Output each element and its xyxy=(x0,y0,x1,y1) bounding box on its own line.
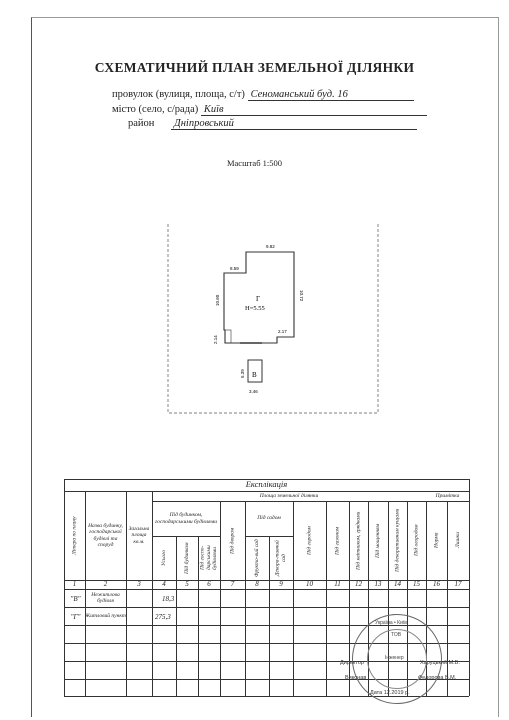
porch-outline xyxy=(225,330,231,343)
col-number: 9 xyxy=(279,580,283,588)
scale-label: Масштаб 1:500 xyxy=(226,158,283,168)
dim-left: 10.60 xyxy=(215,294,220,306)
building-main-letter: Г xyxy=(256,295,261,303)
header-decor-bushes: Під декоративним кущами xyxy=(394,508,401,573)
dim-left-small: 2.14 xyxy=(213,335,218,344)
header-fruit: Фрукто-вий сад xyxy=(253,539,260,577)
col-number: 10 xyxy=(306,580,313,588)
header-outbuildings: Під госпо-дарськими будівлями xyxy=(199,545,219,571)
header-garden-group: Під садом xyxy=(257,515,281,522)
row-name: Житловий пункт xyxy=(85,612,126,619)
col-number: 16 xyxy=(433,580,440,588)
signature-date: Дата 12.2019 р. xyxy=(370,690,410,696)
row-name: Нежитлова будівля xyxy=(91,591,120,604)
dim-right: 10.72 xyxy=(299,290,304,302)
street-value: Сеноманський буд. 16 xyxy=(248,89,414,101)
header-name: Назва будинку, господарської будівлі та споруд xyxy=(88,522,123,548)
signature-director-name: Харуцький М.В. xyxy=(420,660,460,666)
col-number: 17 xyxy=(454,580,462,588)
col-number: 1 xyxy=(72,580,77,588)
header-vegetable: Під городом xyxy=(306,526,313,555)
building-main-height: Н=5.55 xyxy=(245,305,265,312)
header-total: Загальна площа кв.м. xyxy=(128,526,150,545)
header-yard: Під двором xyxy=(229,527,236,554)
header-norm: Норма xyxy=(433,532,440,549)
row-letter: "Г" xyxy=(70,613,81,621)
col-number: 5 xyxy=(185,580,189,588)
dim-b-side: 5.39 xyxy=(240,369,245,378)
col-number: 3 xyxy=(137,580,141,588)
col-number: 15 xyxy=(413,580,420,588)
row-letter: "В" xyxy=(70,595,81,603)
col-number: 2 xyxy=(103,580,108,588)
table-title: Експлікація xyxy=(245,479,288,490)
row-area: 18,3 xyxy=(162,595,175,603)
signature-executor-label: Виконав xyxy=(345,675,367,681)
row-area: 275,3 xyxy=(155,613,171,621)
header-house: Під будинком xyxy=(183,542,190,574)
col-number: 4 xyxy=(162,580,166,588)
header-orchard: Під газоном xyxy=(334,526,341,555)
col-number: 12 xyxy=(355,580,362,588)
header-paving: Під мощенням xyxy=(374,523,381,558)
header-decor: Декора-тивний сад xyxy=(274,540,287,576)
dim-top-left: 8.59 xyxy=(230,266,239,271)
col-number: 13 xyxy=(374,580,382,588)
building-b-letter: В xyxy=(252,371,257,379)
header-reserve: Під огородом xyxy=(413,524,420,557)
dim-top: 9.82 xyxy=(266,244,275,249)
header-lawn: Під квітником, грядками xyxy=(355,511,362,570)
col-number: 8 xyxy=(255,580,259,588)
col-number: 7 xyxy=(230,580,235,588)
dim-bottom: 2.17 xyxy=(278,329,287,334)
document-title: СХЕМАТИЧНИЙ ПЛАН ЗЕМЕЛЬНОЇ ДІЛЯНКИ xyxy=(94,60,415,75)
col-number: 6 xyxy=(207,580,211,588)
header-notes: Примітка xyxy=(435,492,460,499)
header-letter: Літера по плану xyxy=(71,516,78,555)
signature-executor-name: Федорова В.М. xyxy=(418,675,457,681)
stamp-text-mid: ТОВ xyxy=(391,632,402,638)
stamp-text-center: Інженер xyxy=(385,655,404,661)
district-value: Дніпровський xyxy=(171,118,417,130)
header-buildings-group: Під будинком, господарськими будівлями xyxy=(155,512,217,525)
header-total-sub: Усього xyxy=(160,549,167,567)
header-area-group: Площа земельної ділянки xyxy=(259,492,319,499)
street-label: провулок (вулиця, площа, с/т) xyxy=(112,89,245,100)
header-excess: Лишки xyxy=(454,532,461,549)
stamp-text-top: Україна • Київ xyxy=(375,620,407,626)
city-label: місто (село, с/рада) xyxy=(112,104,199,115)
col-number: 11 xyxy=(334,580,341,588)
dim-b-bottom: 3.46 xyxy=(249,389,258,394)
district-label: район xyxy=(128,118,155,129)
city-value: Київ xyxy=(201,104,427,116)
signature-director-label: Директор xyxy=(340,660,364,666)
col-number: 14 xyxy=(394,580,401,588)
